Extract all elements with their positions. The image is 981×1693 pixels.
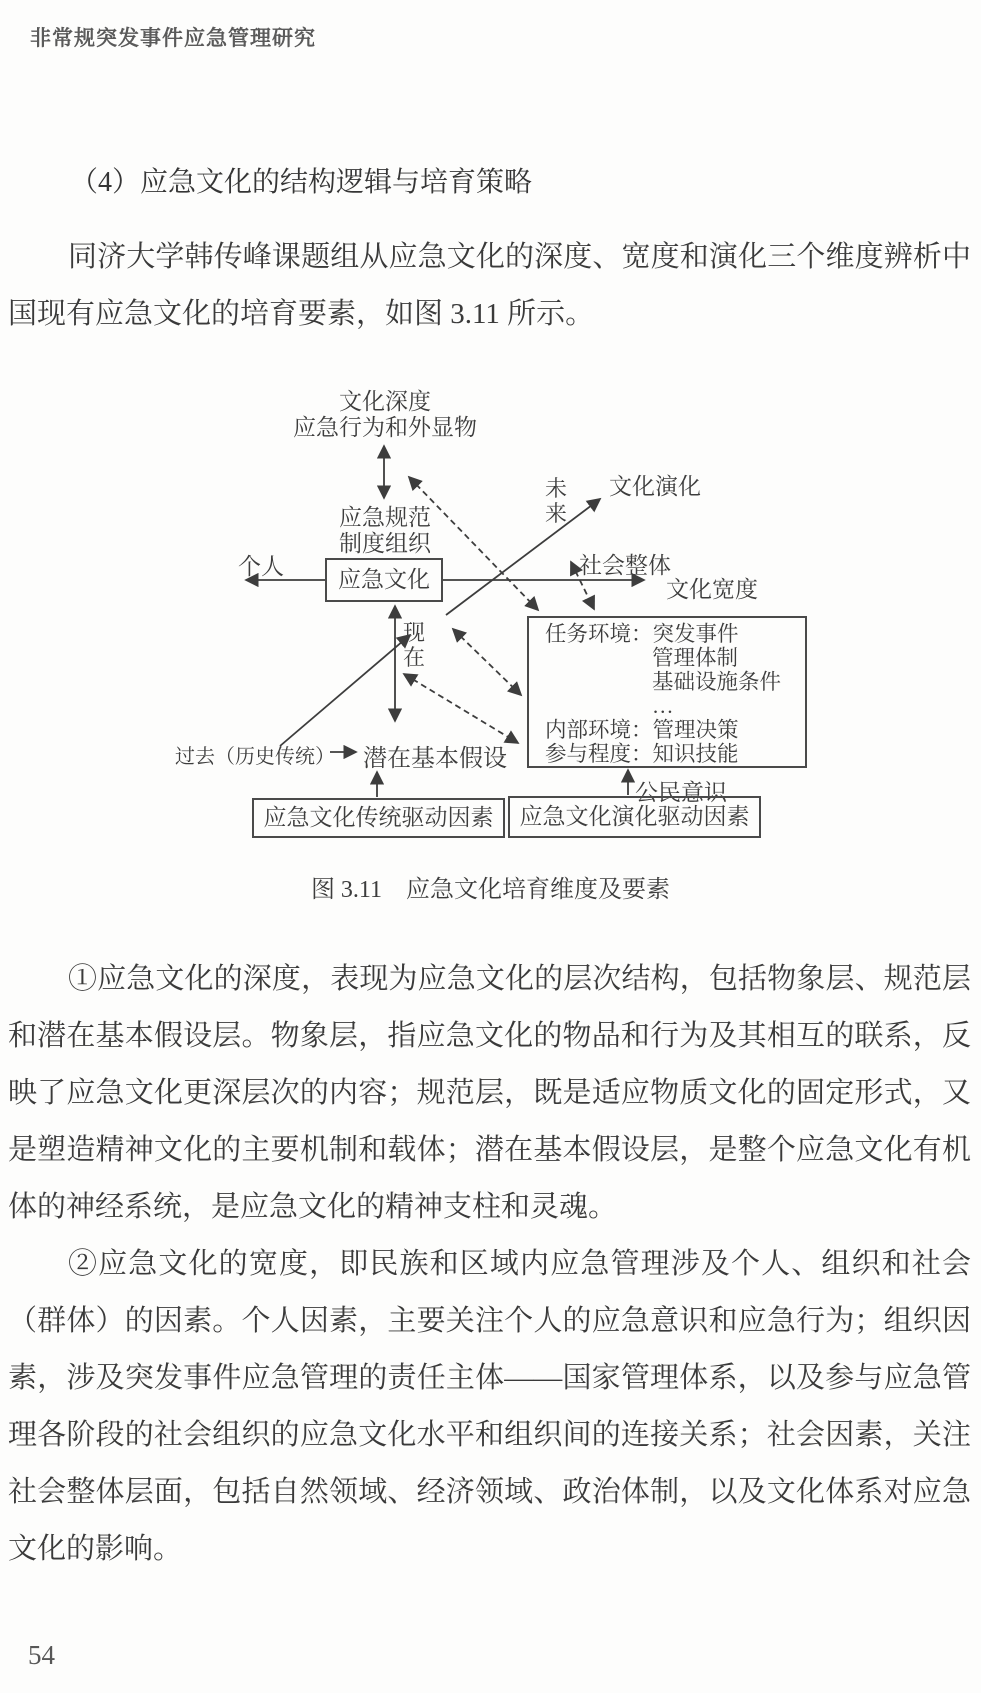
body-paragraph-block: [8, 951, 971, 1578]
label-culture-width: 文化宽度: [666, 577, 758, 602]
label-norms-institutions: [337, 505, 433, 557]
paragraph-depth: ①应急文化的深度，表现为应急文化的层次结构，包括物象层、规范层和潜在基本假设层。物象层，指应急文化的物品和行为及其相互的联系，反映了应急文化更深层次的内容；规范层，既是适应物质文化的固定形式，又是塑造精神文化的主要机制和载体；潜在基本假设层，是整个应急文化有机体的神经系统，是应急文化的精神支柱和灵魂。: [8, 963, 971, 1223]
label-emergency-behavior: 应急行为和外显物: [293, 415, 477, 440]
env-line-management-system: 管理体制: [652, 646, 739, 670]
intro-paragraph-block: [8, 229, 971, 343]
label-latent-assumptions: 潜在基本假设: [363, 746, 507, 772]
env-line-ellipsis: …: [652, 694, 674, 718]
label-society-whole: 社会整体: [579, 553, 671, 578]
tradition-driver-box: 应急文化传统驱动因素: [252, 798, 505, 838]
emergency-culture-box: 应急文化: [325, 558, 443, 602]
label-norms-line1: 应急规范: [339, 505, 431, 530]
figure-caption: 图 3.11 应急文化培育维度及要素: [310, 877, 671, 903]
env-line-task: 任务环境：突发事件: [545, 622, 739, 646]
label-norms-line2: 制度组织: [339, 531, 431, 556]
env-line-internal: 内部环境：管理决策: [545, 718, 739, 742]
env-line-infrastructure: 基础设施条件: [652, 670, 782, 694]
figure-3-11: [0, 350, 981, 910]
label-past-tradition: 过去（历史传统）: [175, 746, 335, 768]
evolution-driver-box: 应急文化演化驱动因素: [508, 796, 761, 838]
paragraph-width: ②应急文化的宽度，即民族和区域内应急管理涉及个人、组织和社会（群体）的因素。个人因素，主要关注个人的应急意识和应急行为；组织因素，涉及突发事件应急管理的责任主体——国家管理体系，以及参与应急管理各阶段的社会组织的应急文化水平和组织间的连接关系；社会因素，关注社会整体层面，包括自然领域、经济领域、政治体制，以及文化体系对应急文化的影响。: [8, 1248, 971, 1565]
label-culture-evolution: 文化演化: [609, 474, 701, 499]
label-culture-depth: 文化深度: [339, 389, 431, 414]
running-header: 非常规突发事件应急管理研究: [30, 26, 316, 50]
intro-paragraph: 同济大学韩传峰课题组从应急文化的深度、宽度和演化三个维度辨析中国现有应急文化的培育要素，如图 3.11 所示。: [8, 241, 971, 330]
label-future: 未来: [545, 476, 568, 526]
section-heading: （4）应急文化的结构逻辑与培育策略: [70, 167, 533, 198]
label-citizen-awareness: 公民意识: [635, 780, 727, 805]
label-present: 现在: [403, 620, 426, 670]
label-individual: 个人: [238, 554, 284, 579]
env-line-participation: 参与程度：知识技能: [545, 742, 739, 766]
page-number: 54: [28, 1640, 55, 1670]
environment-box: [527, 616, 807, 768]
